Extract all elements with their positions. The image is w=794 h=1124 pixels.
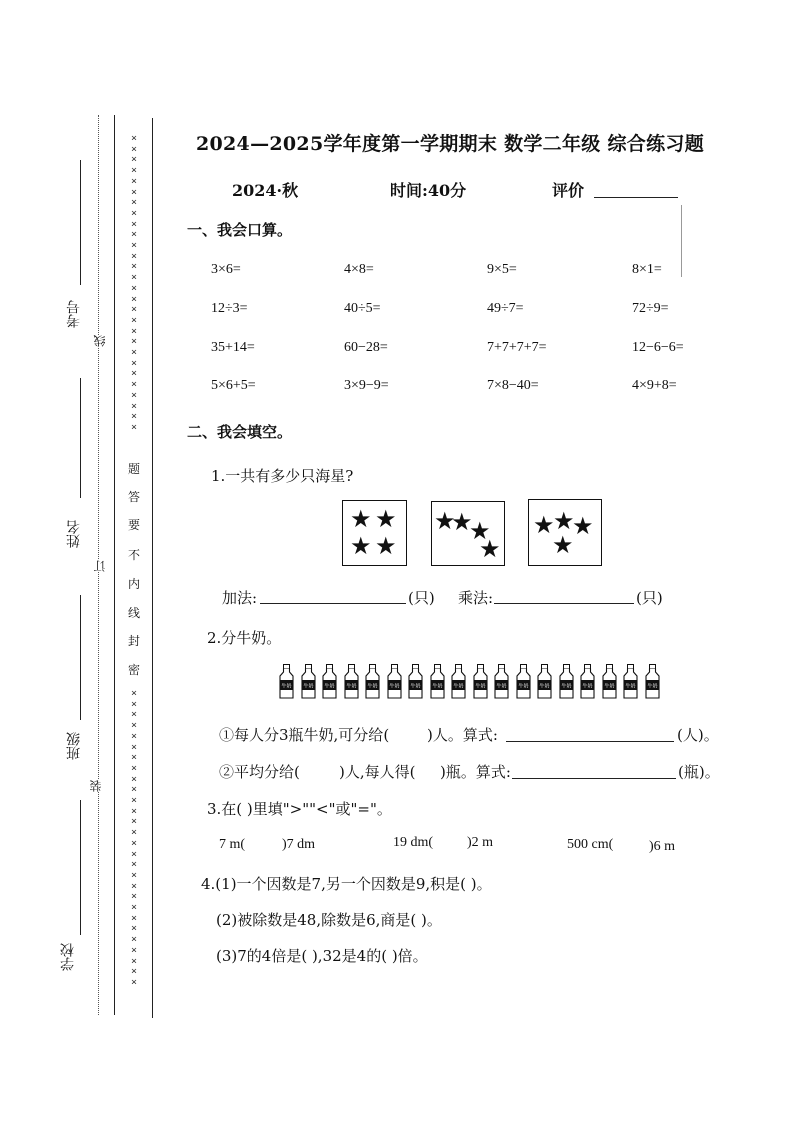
seal-char: 要	[127, 518, 140, 532]
svg-text:牛奶: 牛奶	[582, 683, 593, 690]
calc-problem: 3×6=	[211, 262, 241, 277]
q2-line1-answer-line[interactable]	[506, 741, 674, 742]
rating-label: 评价	[552, 181, 585, 200]
svg-text:牛奶: 牛奶	[410, 683, 421, 690]
seal-char: 答	[127, 490, 140, 504]
starfish-icon: ★	[533, 511, 555, 539]
calc-problem: 4×9+8=	[632, 378, 677, 393]
seal-char: 内	[127, 577, 140, 591]
milk-bottle-icon	[451, 664, 466, 699]
svg-text:牛奶: 牛奶	[518, 683, 529, 690]
seal-char: 不	[127, 548, 140, 562]
starfish-icon: ★	[375, 532, 397, 560]
svg-text:牛奶: 牛奶	[453, 683, 464, 690]
compare-left: 500 cm(	[567, 837, 614, 852]
q1-add-answer-line[interactable]	[260, 603, 406, 604]
starfish-icon: ★	[375, 505, 397, 533]
starfish-icon: ★	[469, 517, 491, 545]
q1-add-label: 加法:	[222, 589, 258, 607]
svg-text:牛奶: 牛奶	[496, 683, 507, 690]
q1-mul-unit: (只)	[636, 589, 663, 607]
milk-bottle-icon	[516, 664, 531, 699]
starfish-icon: ★	[451, 508, 473, 536]
svg-text:牛奶: 牛奶	[432, 683, 443, 690]
svg-text:牛奶: 牛奶	[324, 683, 335, 690]
margin-rule-line	[114, 115, 115, 1015]
compare-right: )7 dm	[282, 837, 316, 852]
scan-edge-mark	[681, 205, 682, 277]
q2-line2-part-a: ②平均分给(	[219, 763, 300, 781]
svg-text:牛奶: 牛奶	[604, 683, 615, 690]
svg-text:牛奶: 牛奶	[625, 683, 636, 690]
svg-text:牛奶: 牛奶	[303, 683, 314, 690]
milk-bottle-icon	[473, 664, 488, 699]
milk-bottle-icon	[580, 664, 595, 699]
seal-char: 题	[127, 462, 140, 476]
milk-bottle-icon	[344, 664, 359, 699]
seal-x-marks-bottom: ××××××××××××××××××××××××××××	[130, 688, 138, 988]
starfish-icon: ★	[572, 512, 594, 540]
exam-number-label: 考号	[66, 300, 82, 328]
starfish-icon: ★	[552, 531, 574, 559]
q2-line2-part-b: )人,每人得(	[339, 763, 416, 781]
calc-problem: 35+14=	[211, 340, 255, 355]
svg-text:牛奶: 牛奶	[346, 683, 357, 690]
section2-heading: 二、我会填空。	[187, 423, 293, 441]
seal-char: 线	[127, 606, 140, 620]
starfish-icon: ★	[479, 535, 501, 563]
seal-x-marks-top: ××××××××××××××××××××××××××××	[130, 133, 138, 433]
milk-bottle-icon	[322, 664, 337, 699]
seal-char: 封	[127, 634, 140, 648]
milk-bottle-icon	[279, 664, 294, 699]
seal-char: 密	[127, 663, 140, 677]
svg-text:牛奶: 牛奶	[389, 683, 400, 690]
calc-problem: 60−28=	[344, 340, 388, 355]
q2-line1-part-a: ①每人分3瓶牛奶,可分给(	[219, 726, 390, 744]
compare-right: )6 m	[649, 839, 676, 854]
cut-mark-bind: 装	[89, 780, 103, 792]
calc-problem: 7×8−40=	[487, 378, 539, 393]
starfish-icon: ★	[434, 507, 456, 535]
calc-problem: 3×9−9=	[344, 378, 389, 393]
seal-rule-line	[152, 118, 153, 1018]
calc-problem: 5×6+5=	[211, 378, 256, 393]
school-field-line[interactable]	[80, 800, 81, 935]
calc-problem: 12÷3=	[211, 301, 248, 316]
starfish-group-2	[431, 501, 505, 566]
q4-line-1: 4.(1)一个因数是7,另一个因数是9,积是( )。	[201, 875, 492, 893]
q1-mul-label: 乘法:	[458, 589, 494, 607]
q1-add-unit: (只)	[408, 589, 435, 607]
svg-text:牛奶: 牛奶	[281, 683, 292, 690]
calc-problem: 8×1=	[632, 262, 662, 277]
milk-bottle-icon	[387, 664, 402, 699]
starfish-icon: ★	[350, 505, 372, 533]
starfish-icon: ★	[350, 532, 372, 560]
q4-line-2: (2)被除数是48,除数是6,商是( )。	[216, 911, 442, 929]
svg-text:牛奶: 牛奶	[367, 683, 378, 690]
milk-bottle-icon	[602, 664, 617, 699]
q2-line1-part-b: )人。算式:	[427, 726, 498, 744]
time-label: 时间:40分	[390, 181, 467, 200]
milk-bottle-icon	[365, 664, 380, 699]
q1-text: 1.一共有多少只海星?	[211, 467, 354, 485]
calc-problem: 4×8=	[344, 262, 374, 277]
milk-bottle-icon	[494, 664, 509, 699]
starfish-group-1	[342, 500, 407, 566]
compare-left: 19 dm(	[393, 835, 434, 850]
starfish-icon: ★	[553, 507, 575, 535]
cut-mark-staple: 订	[93, 560, 107, 572]
svg-text:牛奶: 牛奶	[647, 683, 658, 690]
q2-text: 2.分牛奶。	[207, 629, 282, 647]
svg-text:牛奶: 牛奶	[539, 683, 550, 690]
compare-right: )2 m	[467, 835, 494, 850]
term-label: 2024·秋	[232, 181, 299, 200]
milk-bottle-icon	[430, 664, 445, 699]
q2-line1-unit: (人)。	[677, 726, 719, 744]
q2-line2-answer-line[interactable]	[512, 778, 676, 779]
q2-line2-unit: (瓶)。	[678, 763, 720, 781]
q1-mul-answer-line[interactable]	[494, 603, 634, 604]
calc-problem: 12−6−6=	[632, 340, 684, 355]
calc-problem: 9×5=	[487, 262, 517, 277]
class-label: 班级	[66, 732, 82, 760]
q4-line-3: (3)7的4倍是( ),32是4的( )倍。	[216, 947, 428, 965]
name-label: 姓名	[66, 520, 82, 548]
calc-problem: 72÷9=	[632, 301, 669, 316]
milk-bottle-icon	[645, 664, 660, 699]
cut-mark-line: 线	[93, 335, 107, 347]
compare-left: 7 m(	[219, 837, 246, 852]
page-title: 2024—2025学年度第一学期期末 数学二年级 综合练习题	[196, 133, 704, 155]
starfish-group-3	[528, 499, 602, 566]
exam-number-field-line[interactable]	[80, 160, 81, 285]
name-field-line[interactable]	[80, 378, 81, 498]
milk-bottle-icon	[623, 664, 638, 699]
class-field-line[interactable]	[80, 595, 81, 720]
milk-bottle-icon	[537, 664, 552, 699]
q3-text: 3.在( )里填">""<"或"="。	[207, 800, 392, 818]
rating-field[interactable]	[594, 197, 678, 198]
milk-bottle-icon	[559, 664, 574, 699]
calc-problem: 40÷5=	[344, 301, 381, 316]
school-label: 学校	[60, 943, 76, 971]
svg-text:牛奶: 牛奶	[561, 683, 572, 690]
svg-text:牛奶: 牛奶	[475, 683, 486, 690]
calc-problem: 7+7+7+7=	[487, 340, 547, 355]
section1-heading: 一、我会口算。	[187, 221, 293, 239]
q2-line2-part-c: )瓶。算式:	[440, 763, 511, 781]
milk-bottle-icon	[408, 664, 423, 699]
milk-bottle-icon	[301, 664, 316, 699]
calc-problem: 49÷7=	[487, 301, 524, 316]
